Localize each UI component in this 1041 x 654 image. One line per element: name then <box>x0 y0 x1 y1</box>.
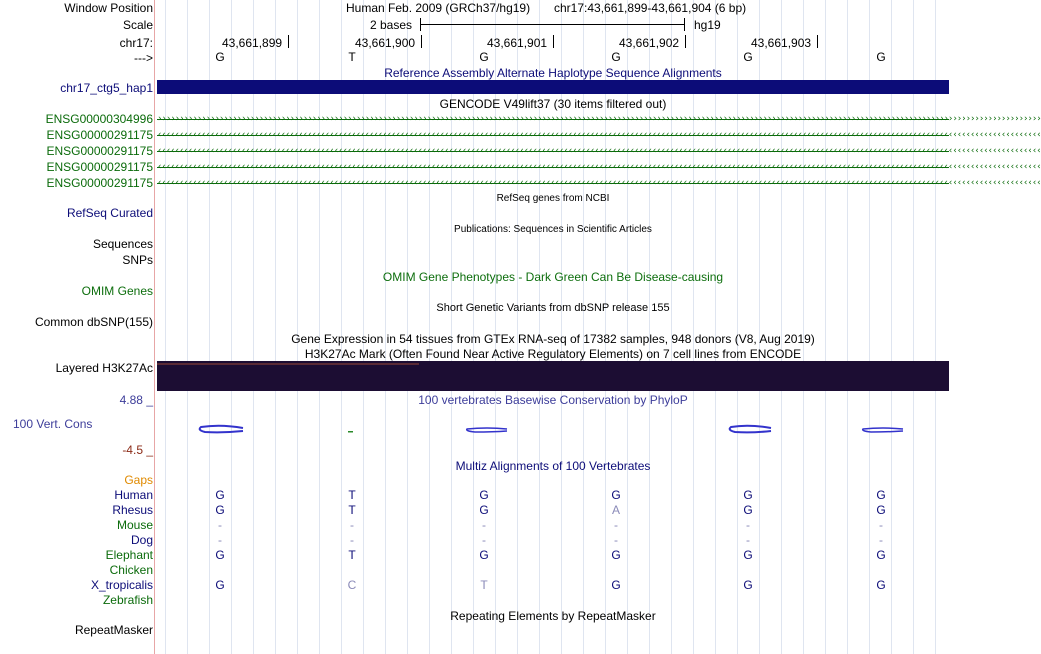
gene-reverse-arrows[interactable]: ‹‹‹‹‹‹‹‹‹‹‹‹‹‹‹‹‹‹‹‹‹‹‹‹‹‹‹‹‹‹‹‹‹‹‹‹‹‹‹‹‹‹‹‹‹‹‹‹‹‹‹‹‹‹‹‹‹‹‹‹‹‹‹‹‹‹‹‹‹‹‹‹‹‹‹‹‹‹‹‹‹‹‹‹‹‹‹‹‹‹‹‹‹‹‹‹‹‹‹‹‹‹‹‹‹‹‹‹‹‹‹‹‹‹‹‹‹‹‹‹‹‹‹‹‹‹‹‹‹‹‹‹‹‹‹‹‹‹‹‹‹‹‹‹‹‹‹‹‹‹‹‹‹‹‹‹‹‹‹‹‹‹‹‹‹‹‹‹‹‹‹‹‹‹‹‹‹‹‹‹‹‹‹‹‹‹‹‹‹‹‹‹‹‹‹‹‹‹‹‹ <box>157 178 1041 188</box>
gaps-label[interactable]: Gaps <box>124 473 153 487</box>
ruler-tick <box>817 35 818 48</box>
gtex-track-title[interactable]: Gene Expression in 54 tissues from GTEx RNA-seq of 17382 samples, 948 donors (V8, Aug 2019) <box>291 332 815 346</box>
aligned-base: G <box>876 578 886 592</box>
ruler-coordinate: 43,661,902 <box>619 36 680 50</box>
aligned-base: - <box>482 533 486 547</box>
gene-forward-arrows[interactable]: ›››››››››››››››››››››››››››››››››››››››››››››››››››››››››››››››››››››››››››››››››››››››››››››››››››››››››››››››››››››››››››››››››››››››››››››››››››››››››››››››››››››››››››››››››››››››››››››››››››››››› <box>157 114 1041 124</box>
assembly-title: Human Feb. 2009 (GRCh37/hg19) <box>346 1 531 15</box>
aligned-base: G <box>479 488 489 502</box>
scale-db: hg19 <box>694 18 721 32</box>
aligned-base: T <box>348 503 356 517</box>
cons-min-label: -4.5 _ <box>122 443 153 457</box>
ruler-tick <box>553 35 554 48</box>
h3k27ac-label[interactable]: Layered H3K27Ac <box>55 361 153 375</box>
species-label[interactable]: Elephant <box>105 548 153 562</box>
label-separator <box>154 0 155 654</box>
aligned-base: G <box>876 488 886 502</box>
aligned-base: G <box>215 548 225 562</box>
dbsnp-track-title[interactable]: Short Genetic Variants from dbSNP release 155 <box>436 302 670 314</box>
phylop-logo <box>157 420 949 440</box>
aligned-base: G <box>215 503 225 517</box>
aligned-base: - <box>482 518 486 532</box>
aligned-base: - <box>614 518 618 532</box>
position-readout[interactable]: chr17:43,661,899-43,661,904 (6 bp) <box>554 1 747 15</box>
gene-reverse-arrows[interactable]: ‹‹‹‹‹‹‹‹‹‹‹‹‹‹‹‹‹‹‹‹‹‹‹‹‹‹‹‹‹‹‹‹‹‹‹‹‹‹‹‹‹‹‹‹‹‹‹‹‹‹‹‹‹‹‹‹‹‹‹‹‹‹‹‹‹‹‹‹‹‹‹‹‹‹‹‹‹‹‹‹‹‹‹‹‹‹‹‹‹‹‹‹‹‹‹‹‹‹‹‹‹‹‹‹‹‹‹‹‹‹‹‹‹‹‹‹‹‹‹‹‹‹‹‹‹‹‹‹‹‹‹‹‹‹‹‹‹‹‹‹‹‹‹‹‹‹‹‹‹‹‹‹‹‹‹‹‹‹‹‹‹‹‹‹‹‹‹‹‹‹‹‹‹‹‹‹‹‹‹‹‹‹‹‹‹‹‹‹‹‹‹‹‹‹‹‹‹‹‹‹ <box>157 130 1041 140</box>
aligned-base: G <box>876 503 886 517</box>
gene-label[interactable]: ENSG00000291175 <box>46 144 153 158</box>
reference-base: T <box>348 50 356 64</box>
cons-label[interactable]: 100 Vert. Cons <box>13 417 93 431</box>
rmsk-track-title[interactable]: Repeating Elements by RepeatMasker <box>450 609 656 623</box>
species-label[interactable]: Dog <box>130 533 153 547</box>
ruler-coordinate: 43,661,901 <box>487 36 548 50</box>
reference-base: G <box>479 50 489 64</box>
ruler-tick <box>288 35 289 48</box>
scale-bar <box>420 24 684 25</box>
sequences-label[interactable]: Sequences <box>92 237 153 251</box>
aligned-base: - <box>746 533 750 547</box>
aligned-base: G <box>876 548 886 562</box>
ruler-coordinate: 43,661,899 <box>222 36 283 50</box>
gene-reverse-arrows[interactable]: ‹‹‹‹‹‹‹‹‹‹‹‹‹‹‹‹‹‹‹‹‹‹‹‹‹‹‹‹‹‹‹‹‹‹‹‹‹‹‹‹‹‹‹‹‹‹‹‹‹‹‹‹‹‹‹‹‹‹‹‹‹‹‹‹‹‹‹‹‹‹‹‹‹‹‹‹‹‹‹‹‹‹‹‹‹‹‹‹‹‹‹‹‹‹‹‹‹‹‹‹‹‹‹‹‹‹‹‹‹‹‹‹‹‹‹‹‹‹‹‹‹‹‹‹‹‹‹‹‹‹‹‹‹‹‹‹‹‹‹‹‹‹‹‹‹‹‹‹‹‹‹‹‹‹‹‹‹‹‹‹‹‹‹‹‹‹‹‹‹‹‹‹‹‹‹‹‹‹‹‹‹‹‹‹‹‹‹‹‹‹‹‹‹‹‹‹‹‹‹‹ <box>157 162 1041 172</box>
gencode-track-title[interactable]: GENCODE V49lift37 (30 items filtered out) <box>439 97 667 111</box>
dbsnp-label[interactable]: Common dbSNP(155) <box>34 315 153 329</box>
phylop-track-title[interactable]: 100 vertebrates Basewise Conservation by PhyloP <box>418 393 688 407</box>
snps-label[interactable]: SNPs <box>122 253 153 267</box>
aligned-base: T <box>480 578 488 592</box>
species-label[interactable]: Mouse <box>116 518 153 532</box>
aligned-base: G <box>743 548 753 562</box>
aligned-base: - <box>614 533 618 547</box>
h3k27ac-signal[interactable] <box>157 361 949 391</box>
pubs-track-title[interactable]: Publications: Sequences in Scientific Articles <box>454 224 652 235</box>
species-label[interactable]: Rhesus <box>112 503 153 517</box>
omim-track-title[interactable]: OMIM Gene Phenotypes - Dark Green Can Be Disease-causing <box>382 270 724 284</box>
gene-label[interactable]: ENSG00000291175 <box>46 176 153 190</box>
multiz-track-title[interactable]: Multiz Alignments of 100 Vertebrates <box>455 459 651 473</box>
alt-hap-track-title[interactable]: Reference Assembly Alternate Haplotype Sequence Alignments <box>384 66 722 80</box>
aligned-base: - <box>879 518 883 532</box>
species-label[interactable]: Human <box>114 488 153 502</box>
aligned-base: G <box>743 503 753 517</box>
rmsk-label[interactable]: RepeatMasker <box>74 623 153 637</box>
phylop-g-3 <box>467 428 507 432</box>
h3k27ac-track-title[interactable]: H3K27Ac Mark (Often Found Near Active Regulatory Elements) on 7 cell lines from ENCODE <box>304 347 802 361</box>
omim-label[interactable]: OMIM Genes <box>81 284 153 298</box>
aligned-base: G <box>743 578 753 592</box>
aligned-base: - <box>879 533 883 547</box>
phylop-g-5 <box>730 426 771 433</box>
aligned-base: G <box>611 578 621 592</box>
species-label[interactable]: Zebrafish <box>102 593 153 607</box>
aligned-base: - <box>350 533 354 547</box>
ruler-coordinate: 43,661,900 <box>355 36 416 50</box>
phylop-g-1 <box>200 426 243 433</box>
aligned-base: G <box>611 488 621 502</box>
aligned-base: G <box>743 488 753 502</box>
aligned-base: G <box>215 578 225 592</box>
reference-base: G <box>743 50 753 64</box>
reference-base: G <box>215 50 225 64</box>
aligned-base: - <box>746 518 750 532</box>
refseq-track-title[interactable]: RefSeq genes from NCBI <box>496 193 610 204</box>
scale-label: Scale <box>122 18 153 32</box>
ruler-coordinate: 43,661,903 <box>751 36 812 50</box>
aligned-base: - <box>350 518 354 532</box>
alt-hap-label[interactable]: chr17_ctg5_hap1 <box>60 81 153 95</box>
strand-label: ---> <box>134 51 153 65</box>
window-position-label: Window Position <box>64 1 153 15</box>
chrom-label: chr17: <box>119 36 153 50</box>
reference-base: G <box>876 50 886 64</box>
aligned-base: - <box>218 533 222 547</box>
phylop-t-2 <box>348 431 353 433</box>
ruler-tick <box>685 35 686 48</box>
aligned-base: T <box>348 488 356 502</box>
scale-bases-text: 2 bases <box>370 18 413 32</box>
h3k27ac-signal-highlight <box>157 363 419 365</box>
aligned-base: - <box>218 518 222 532</box>
species-label[interactable]: X_tropicalis <box>90 578 153 592</box>
aligned-base: G <box>611 548 621 562</box>
alt-hap-bar[interactable] <box>157 80 949 94</box>
aligned-base: G <box>479 503 489 517</box>
gene-label[interactable]: ENSG00000291175 <box>46 128 153 142</box>
aligned-base: T <box>348 548 356 562</box>
cons-max-label: 4.88 _ <box>119 393 153 407</box>
gene-label[interactable]: ENSG00000291175 <box>46 160 153 174</box>
gene-reverse-arrows[interactable]: ‹‹‹‹‹‹‹‹‹‹‹‹‹‹‹‹‹‹‹‹‹‹‹‹‹‹‹‹‹‹‹‹‹‹‹‹‹‹‹‹‹‹‹‹‹‹‹‹‹‹‹‹‹‹‹‹‹‹‹‹‹‹‹‹‹‹‹‹‹‹‹‹‹‹‹‹‹‹‹‹‹‹‹‹‹‹‹‹‹‹‹‹‹‹‹‹‹‹‹‹‹‹‹‹‹‹‹‹‹‹‹‹‹‹‹‹‹‹‹‹‹‹‹‹‹‹‹‹‹‹‹‹‹‹‹‹‹‹‹‹‹‹‹‹‹‹‹‹‹‹‹‹‹‹‹‹‹‹‹‹‹‹‹‹‹‹‹‹‹‹‹‹‹‹‹‹‹‹‹‹‹‹‹‹‹‹‹‹‹‹‹‹‹‹‹‹‹‹‹‹ <box>157 146 1041 156</box>
aligned-base: A <box>611 503 620 517</box>
refseq-label[interactable]: RefSeq Curated <box>66 206 153 220</box>
reference-base: G <box>611 50 621 64</box>
ruler-tick <box>421 35 422 48</box>
aligned-base: G <box>215 488 225 502</box>
species-label[interactable]: Chicken <box>109 563 153 577</box>
gene-label[interactable]: ENSG00000304996 <box>45 112 153 126</box>
phylop-g-6 <box>863 428 903 432</box>
aligned-base: G <box>479 548 489 562</box>
aligned-base: C <box>347 578 357 592</box>
scale-bar-right <box>684 18 685 31</box>
